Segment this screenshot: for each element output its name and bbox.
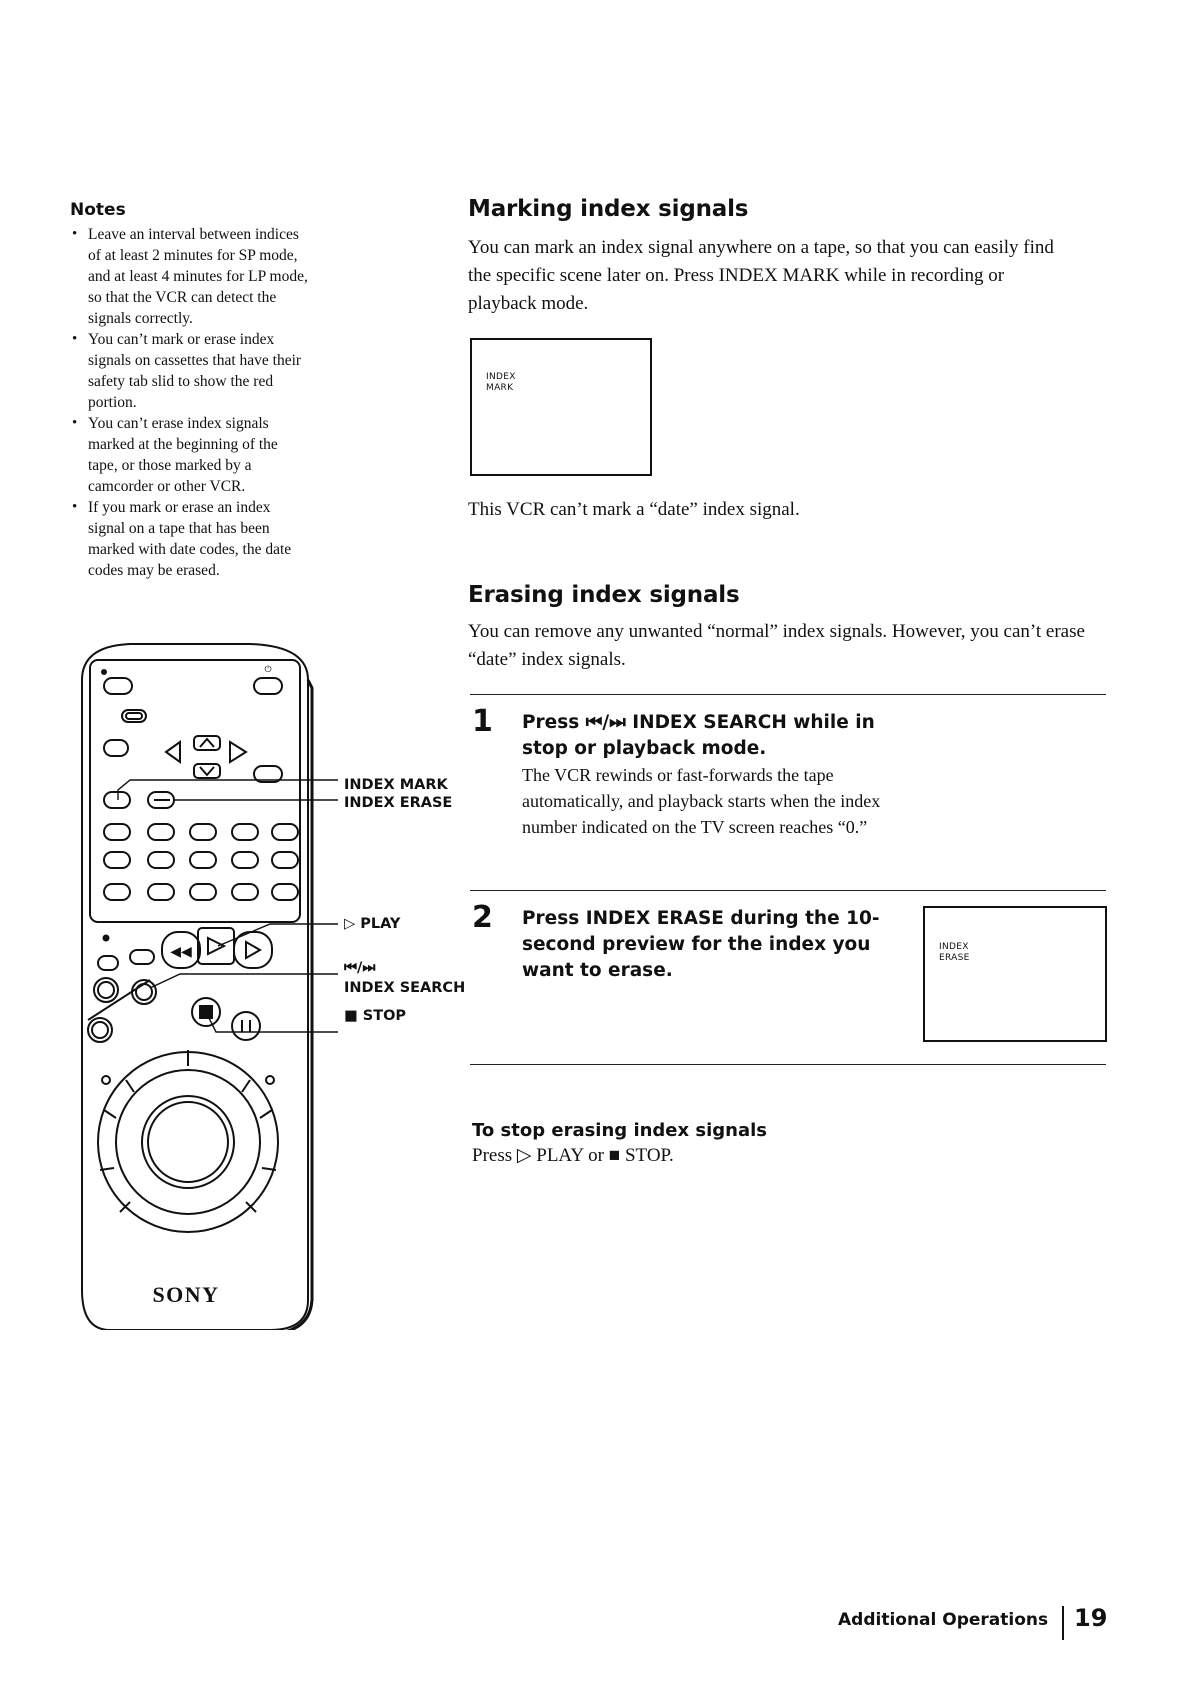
svg-text:⏻: ⏻: [264, 665, 272, 675]
notes-title: Notes: [70, 200, 126, 220]
notes-sidebar: [70, 200, 310, 581]
step-1-title: [522, 710, 882, 762]
callout-stop-label: STOP: [362, 1008, 407, 1024]
tv-screen-index-erase: [923, 906, 1107, 1042]
callout-index-erase: INDEX ERASE: [344, 795, 453, 811]
divider: [470, 1064, 1106, 1065]
screen-label-erase: ERASE: [939, 953, 970, 963]
step-number-2: 2: [472, 900, 493, 935]
stop-erasing-heading: To stop erasing index signals: [472, 1120, 768, 1141]
screen-label-mark: MARK: [486, 383, 514, 393]
marking-heading: Marking index signals: [468, 196, 749, 222]
erasing-heading: Erasing index signals: [468, 582, 740, 608]
callout-search-symbol: ⏮/⏭: [344, 960, 376, 976]
marking-intro: You can mark an index signal anywhere on a tape, so that you can easily find the specific scene later on. Press INDEX MARK while in recording or playback mode.: [468, 237, 1054, 314]
stop-icon: ■: [608, 1145, 621, 1166]
step-1-description: The VCR rewinds or fast-forwards the tape automatically, and playback starts when the index number indicated on the TV screen reaches “0.”: [522, 765, 881, 837]
notes-list: [70, 224, 310, 581]
svg-text:◀◀: ◀◀: [170, 944, 192, 960]
note-item: • You can’t mark or erase index signals on cassettes that have their safety tab slid to show the red portion.: [70, 329, 310, 413]
stop-text: STOP.: [620, 1145, 674, 1166]
divider: [470, 694, 1106, 695]
callout-index-mark: INDEX MARK: [344, 777, 448, 793]
page-number: 19: [1074, 1604, 1108, 1632]
stop-icon: ■: [344, 1008, 358, 1024]
step-number-1: 1: [472, 704, 493, 739]
divider: [470, 890, 1106, 891]
stop-text: PLAY or: [531, 1145, 609, 1166]
step-1-title-suffix: INDEX SEARCH while in stop or playback mode.: [522, 712, 875, 759]
step-1-title-prefix: Press: [522, 712, 586, 733]
note-item: • Leave an interval between indices of at least 2 minutes for SP mode, and at least 4 minutes for LP mode, so that the VCR can detect the signals correctly.: [70, 224, 310, 329]
callout-index-search: INDEX SEARCH: [344, 980, 466, 996]
tv-screen-index-mark: [470, 338, 652, 476]
index-search-symbol: ⏮/⏭: [585, 712, 626, 733]
note-item: • If you mark or erase an index signal on a tape that has been marked with date codes, the date codes may be erased.: [70, 497, 310, 581]
screen-label-index: INDEX: [939, 942, 969, 952]
remote-brand-logo: SONY: [152, 1282, 220, 1307]
screen-label-index: INDEX: [486, 372, 516, 382]
play-icon: ▷: [516, 1145, 532, 1166]
note-item: • You can’t erase index signals marked at the beginning of the tape, or those marked by a camcorder or other VCR.: [70, 413, 310, 497]
step-2-title: Press INDEX ERASE during the 10-second preview for the index you want to erase.: [522, 908, 880, 981]
callout-play-label: PLAY: [360, 916, 401, 932]
play-icon: ▷: [344, 916, 356, 932]
erasing-intro: You can remove any unwanted “normal” index signals. However, you can’t erase “date” index signals.: [468, 621, 1085, 670]
stop-text: Press: [472, 1145, 517, 1166]
footer-section-title: Additional Operations: [838, 1610, 1049, 1630]
callout-stop: [344, 1006, 406, 1026]
footer-divider: [1062, 1606, 1064, 1640]
callout-play: [344, 914, 400, 934]
marking-note: This VCR can’t mark a “date” index signal.: [468, 499, 800, 520]
stop-erasing-text: [472, 1144, 674, 1167]
